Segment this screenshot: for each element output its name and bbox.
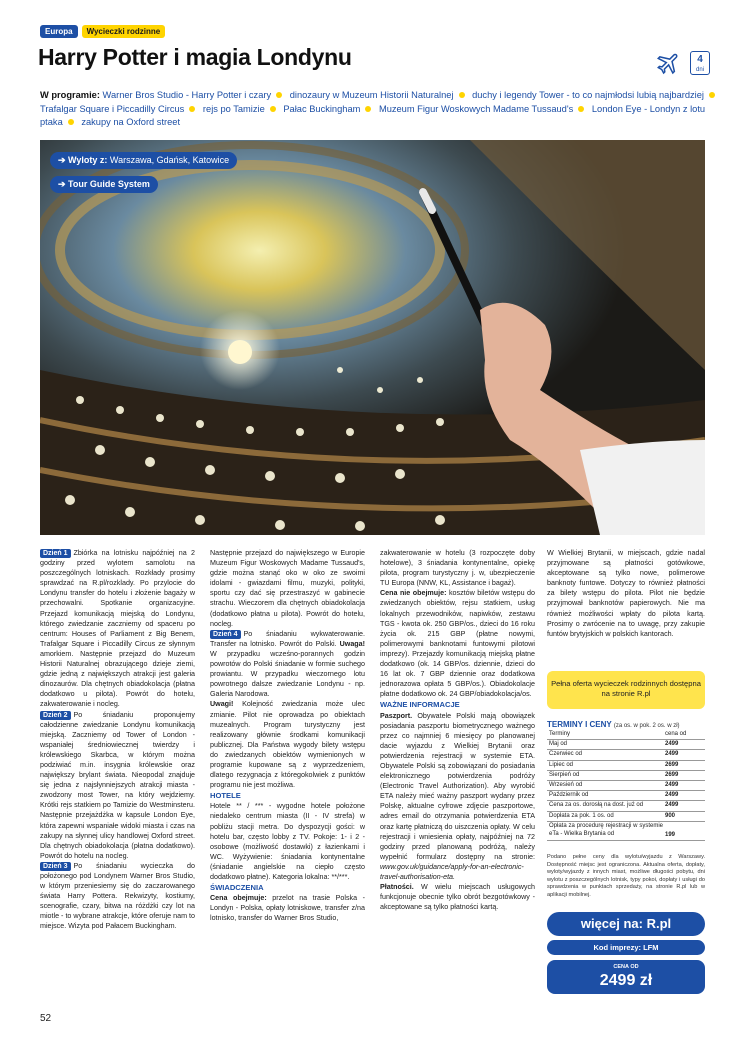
eta-link[interactable]: www.gov.uk/guidance/apply-for-an-electronic-travel-authorisation-eta. [380, 862, 524, 881]
program-list [40, 89, 720, 130]
full-offer-note: Pełna oferta wycieczek rodzinnych dostępna na stronie R.pl [547, 671, 705, 709]
day-badge: Dzień 2 [40, 711, 71, 720]
price-includes-label: Cena obejmuje: [210, 894, 267, 903]
note-text: W przypadku wcześno-porannych godzin powrotów do Polski śniadanie w formie suchego prowiantu. W przypadku wieczornego lotu powrotnego dalsze zwiedzanie Londynu - np. Galeria Narodowa. [210, 649, 365, 699]
term-label: Październik od [547, 791, 663, 801]
table-row [547, 750, 705, 760]
hotels-text: Hotele ** / *** - wygodne hotele położone niedaleko centrum miasta (II - IV strefa) w pobliżu stacji metra. Do dyspozycji gości: w hotelu bar, często lobby z TV. Pokoje: 1- i 2 - osobowe (możliwość dostawki) z łazienkami i WC. Wyżywienie: śniadania kontynentalne (śniadanie angielskie na ciepło często dodatkowo płatne). Kategoria lokalna: **/***. [210, 802, 365, 881]
term-label: Maj od [547, 740, 663, 750]
price-label: CENA OD [613, 964, 639, 970]
program-item: duchy i legendy Tower - to co najmłodsi lubią najbardziej [472, 90, 704, 100]
payments-text: W wielu miejscach usługowych funkcjonuje obecnie tylko obrót bezgotówkowy - akceptowane są tylko płatności kartą. [380, 883, 535, 912]
services-heading: ŚWIADCZENIA [210, 883, 264, 893]
term-label: Lipiec od [547, 760, 663, 770]
price-includes-continued: zakwaterowanie w hotelu (3 rozpoczęte doby hotelowe), 3 śniadania kontynentalne, opiekę pilota, program turystyczny j. w, ubezpieczenie TU Europa (NNW, KL, Assistance i bagaż). [380, 549, 535, 588]
hotels-heading: HOTELE [210, 791, 241, 801]
program-item: Trafalgar Square i Piccadilly Circus [40, 103, 185, 114]
term-label: Czerwiec od [547, 750, 663, 760]
bullet-icon [68, 119, 74, 125]
program-item: London Eye - Londyn z lotu ptaka [40, 103, 706, 127]
program-item: dinozaury w Muzeum Historii Naturalnej [289, 90, 454, 100]
program-label: W programie: [40, 90, 100, 100]
table-header-cell: Terminy [547, 730, 663, 740]
column-2 [210, 548, 365, 923]
arrow-right-icon: ➔ [58, 155, 69, 165]
day-1-text: Zbiórka na lotnisku najpóźniej na 2 godziny przed wylotem samolotu na poszczególnych lotniskach. Rozkłady prosimy sprawdzać na R.pl/rozklady. Po przylocie do Londynu transfer do hotelu i złożenie bagaży w przechowalni. Spotkanie organizacyjne. Przejazd komunikacją miejską do Londynu, którego zwiedzanie zaczniemy od spaceru po centrum: Houses of Parliament z Big Benem, Trafalgar Square i Piccadilly Circus ze słynnym amorkiem. Następnie przejazd do Muzeum Historii Naturalnej obrazującego dzieje ziemi, gdzie jedną z największych atrakcji jest galeria dinozaurów. Dla chętnych obiadokolacja (płatna dodatkowo u pilota). Powrót do hotelu, zakwaterowanie i nocleg. [40, 549, 195, 709]
table-row [547, 781, 705, 791]
departures-pill[interactable] [50, 152, 237, 169]
term-price: 2499 [663, 781, 705, 791]
column-3 [380, 548, 535, 912]
day-badge: Dzień 3 [40, 862, 71, 871]
term-price: 2499 [663, 740, 705, 750]
payments-continued: W Wielkiej Brytanii, w miejscach, gdzie nadal przyjmowane są płatności gotówkowe, akceptowane są tylko nowe, polimerowe banknoty funtowe. Dotyczy to również płatności za bilety wstępu do pilota. Pilot nie będzie przyjmował banknotów papierowych. Nie ma również możliwości wpłaty do pilota kartą. Prosimy o zwrócenie na to uwagę, przy zakupie funtów brytyjskich w polskich kantorach. [547, 549, 705, 638]
days-number: 4 [697, 54, 703, 65]
bullet-icon [709, 92, 715, 98]
days-badge [690, 51, 710, 75]
day-3-continued: Następnie przejazd do największego w Europie Muzeum Figur Woskowych Madame Tussaud's, gdzie można stanąć oko w oko ze swoimi idolami - gwiazdami filmu, muzyki, polityki, sportu czy dać się przestraszyć w gabinecie strachu. Wieczorem dla chętnych obiadokolacja (dodatkowo płatna u pilota). Powrót do hotelu, nocleg. [210, 549, 365, 628]
day-4-text: Po śniadaniu wykwaterowanie. Transfer na lotnisko. Powrót do Polski. [210, 629, 365, 648]
terms-title-text: TERMINY I CENY [547, 720, 612, 729]
term-label: Opłata za procedurę rejestracji w systemie eTa - Wielka Brytania od [547, 821, 663, 840]
table-row [547, 770, 705, 780]
table-row [547, 760, 705, 770]
page-number: 52 [40, 1013, 52, 1024]
important-info-heading: WAŻNE INFORMACJE [380, 700, 460, 710]
theatre-wand-illustration [40, 140, 705, 535]
program-item: Pałac Buckingham [283, 103, 361, 114]
day-badge: Dzień 4 [210, 630, 241, 639]
day-2-text: Po śniadaniu proponujemy całodzienne zwiedzanie Londynu komunikacją miejską. Zaczniemy od Tower of London - wspaniałej średniowiecznej twierdzy i królewskiego Skarbca, w którym można podziwiać m.in. insygnia królewskie oraz największy brylant świata. Nieopodal znajduje się jedna z najsłynniejszych atrakcji miasta - zwodzony most Tower, na który wejdziemy. Krótki rejs statkiem po Tamizie do Westminsteru. Następnie przejażdżka w kapsule London Eye, która zapewni wspaniałe widoki miasta i czas na zakupy na słynnej ulicy handlowej Oxford street. Dla chętnych obiadokolacja (płatna dodatkowo). Powrót do hotelu na nocleg. [40, 710, 195, 860]
tour-guide-pill[interactable] [50, 176, 158, 193]
passport-label: Paszport. [380, 711, 413, 720]
term-label: Sierpień od [547, 770, 663, 780]
term-price: 199 [663, 821, 705, 840]
table-row [547, 740, 705, 750]
price-includes-text: przelot na trasie Polska - Londyn - Polska, opłaty lotniskowe, transfer z/na lotnisko, transfer do Warner Bros Studio, [210, 894, 365, 923]
column-4 [547, 548, 705, 989]
term-price: 2699 [663, 760, 705, 770]
remarks-label: Uwagi! [210, 700, 234, 709]
price-excludes-label: Cena nie obejmuje: [380, 589, 447, 598]
payments-label: Płatności. [380, 883, 414, 892]
day-badge: Dzień 1 [40, 549, 71, 558]
price-value: 2499 zł [599, 972, 653, 989]
departures-label: Wyloty z: [68, 155, 108, 165]
term-price: 2499 [663, 801, 705, 811]
category-tag[interactable]: Wycieczki rodzinne [82, 25, 166, 38]
term-label: Wrzesień od [547, 781, 663, 791]
bullet-icon [578, 106, 584, 112]
plane-icon [656, 50, 682, 76]
term-price: 2499 [663, 791, 705, 801]
terms-subtitle: (za os. w pok. 2 os. w zł) [613, 723, 680, 729]
table-header [547, 730, 705, 740]
passport-text: Obywatele Polski mają obowiązek posiadania paszportu biometrycznego ważnego przez co najmniej 6 miesięcy po planowanej dacie wyjazdu z Wielkiej Brytanii oraz potwierdzenia rejestracji w systemie ETA. Obywatele Polski są zobowiązani do posiadania elektronicznego potwierdzenia podróży (Electronic Travel Authorization). Aby wyrobić ETA należy mieć ważny paszport wydany przez Polskę, aktualne cyfrowe zdjęcie paszportowe, adres email do otrzymania potwierdzenia ETA oraz kartę płatniczą do uiszczenia opłaty. W celu rejestracji i wniesienia opłaty, najpóźniej na 72 godziny przed planowaną podróżą, należy wypełnić formularz dostępny na stronie: [380, 711, 535, 861]
bullet-icon [189, 106, 195, 112]
table-row [547, 811, 705, 821]
price-box [547, 960, 705, 994]
term-price: 900 [663, 811, 705, 821]
program-item: rejs po Tamizie [202, 103, 265, 114]
bullet-icon [459, 92, 465, 98]
note-label: Uwaga! [339, 639, 366, 648]
tour-guide-label: Tour Guide System [68, 179, 150, 189]
category-tags [40, 25, 165, 38]
table-row [547, 791, 705, 801]
days-unit: dni [695, 67, 704, 73]
content-columns [40, 548, 705, 1018]
column-1 [40, 548, 195, 932]
hero-photo [40, 140, 705, 535]
table-header-cell: cena od [663, 730, 705, 740]
day-3-text: Po śniadaniu wycieczka do położonego pod Londynem Warner Bros Studio, w którym przeniesiemy się do zaczarowanego świata Harry Pottera. Rekwizyty, kostiumy, scenografie, czary, bitwa na różdżki czy lot na miotle - to wybrane atrakcje, które oferuje nam to miejsce. Wizyta pod Pałacem Buckingham. [40, 861, 195, 931]
term-label: Dopłata za pok. 1 os. od [547, 811, 663, 821]
price-table [547, 730, 705, 841]
term-price: 2699 [663, 770, 705, 780]
program-item: Muzeum Figur Woskowych Madame Tussaud's [378, 103, 574, 114]
program-item: zakupy na Oxford street [81, 117, 181, 127]
more-info-button[interactable]: więcej na: R.pl [547, 912, 705, 936]
table-row [547, 821, 705, 840]
term-label: Cena za os. dorosłą na dost. już od [547, 801, 663, 811]
term-price: 2499 [663, 750, 705, 760]
program-item: Warner Bros Studio - Harry Potter i czary [102, 90, 272, 100]
price-excludes-text: kosztów biletów wstępu do zwiedzanych obiektów, rejsu statkiem, usług lokalnych przewodników, napiwków, zestawu TGS - kwota ok. 250 GBP/os., dzieci do 16 roku życia ok. 215 GBP (płatne nowymi, polimerowymi banknotami funtowymi pilotowi imprezy). Przejazdy komunikacją miejską płatne dodatkowo (ok. 14 GBP/os. dziennie, dzieci do 16 lat ok. 7 GBP dziennie oraz dodatkowa jednorazowa opłata 5 GBP/os.). Obiadokolacje płatne dodatkowo ok. 24 GBP/obiadokolacja/os. [380, 589, 535, 699]
page-title: Harry Potter i magia Londynu [38, 44, 352, 70]
tour-code-badge: Kod imprezy: LFM [547, 940, 705, 955]
trip-icons [656, 50, 710, 76]
bullet-icon [365, 106, 371, 112]
arrow-right-icon: ➔ [58, 179, 69, 189]
bullet-icon [276, 92, 282, 98]
table-row [547, 801, 705, 811]
bullet-icon [270, 106, 276, 112]
remarks-text: Kolejność zwiedzania może ulec zmianie. Pilot nie oprowadza po obiektach muzealnych. Program turystyczny jest realizowany głównie środkami komunikacji publicznej. Dla Państwa wygody bilety wstępu do zwiedzanych obiektów wymienionych w programie kupowane są z wyprzedzeniem, dlatego rezygnacja z któregokolwiek z punktów programu nie jest możliwa. [210, 700, 365, 790]
departures-value: Warszawa, Gdańsk, Katowice [109, 155, 230, 165]
price-disclaimer: Podano pełne ceny dla wylotu/wyjazdu z Warszawy. Dostępność miejsc jest ograniczona. Aktualna oferta, dopłaty, wyloty/wyjazdy z innych miast, możliwe długości pobytu, dni wylotu z poszczególnych lotnisk, typy pokoi, dopłaty i usługi do sprawdzenia w punktach sprzedaży, na stronie R.pl lub w aplikacji mobilnej. [547, 854, 705, 898]
region-tag[interactable]: Europa [40, 25, 78, 38]
